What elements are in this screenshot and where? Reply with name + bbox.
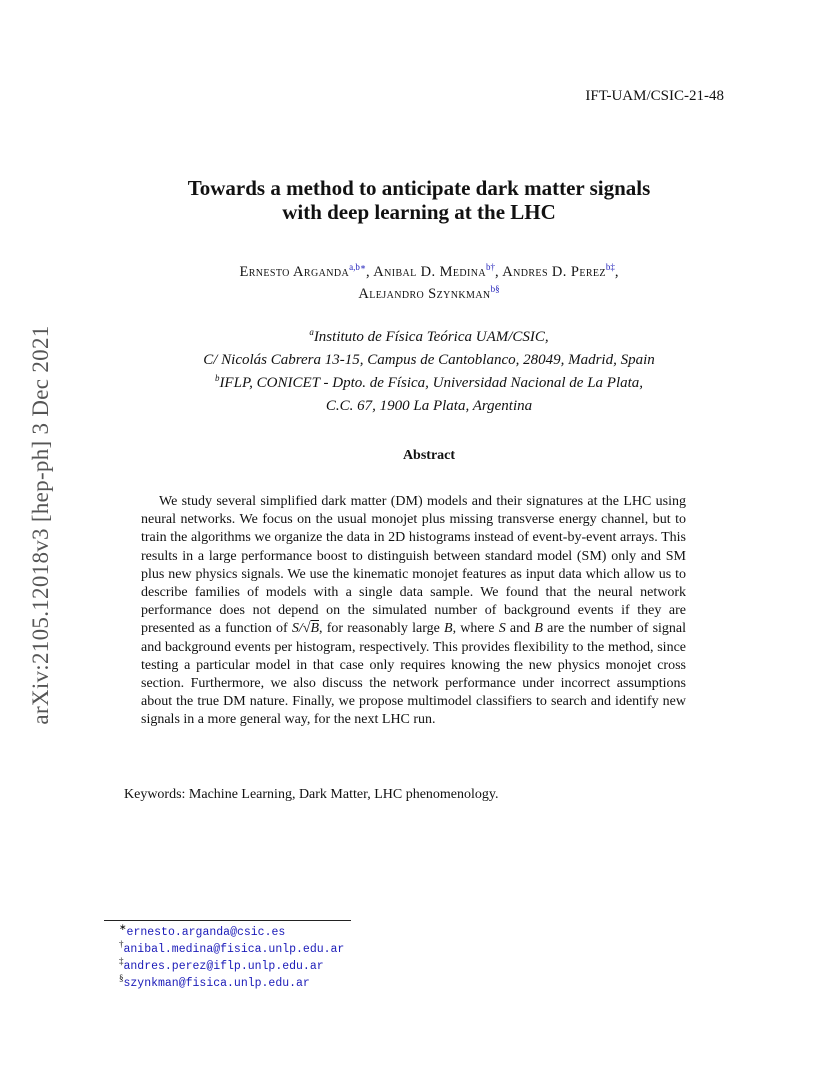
author-affiliation-mark[interactable]: b‡ bbox=[605, 262, 615, 273]
report-number: IFT-UAM/CSIC-21-48 bbox=[585, 88, 724, 104]
affiliation-a-address: C/ Nicolás Cabrera 13-15, Campus de Cantoblanco, 28049, Madrid, Spain bbox=[203, 352, 655, 368]
author-affiliation-mark[interactable]: b§ bbox=[490, 284, 500, 295]
author-name: Ernesto Arganda bbox=[239, 264, 350, 280]
title-line-1: Towards a method to anticipate dark matter signals bbox=[187, 176, 651, 200]
author-name: Alejandro Szynkman bbox=[358, 286, 491, 302]
affiliations bbox=[100, 326, 758, 418]
author-name: Andres D. Perez bbox=[502, 264, 606, 280]
footnotes bbox=[119, 924, 344, 992]
author-name: Anibal D. Medina bbox=[373, 264, 486, 280]
affiliation-b: $^b$IFLP, CONICET - Dpto. de Física, Universidad Nacional de La Plata, bbox=[214, 373, 644, 391]
footnote-email[interactable]: †anibal.medina@fisica.unlp.edu.ar bbox=[119, 939, 345, 956]
author-affiliation-mark[interactable]: b† bbox=[486, 262, 495, 273]
keywords: Keywords: Machine Learning, Dark Matter, LHC phenomenology. bbox=[124, 787, 499, 802]
abstract-text: We study several simplified dark matter (DM) models and their signatures at the LHC using neural networks. We focus on the usual monojet plus missing transverse energy channel, but to train the algorithms we organize the data in 2D histograms instead of event-by-event arrays. This results in a large performance boost to distinguish between standard model (SM) only and SM plus new physics signals. We use the kinematic monojet features as input data which allow us to describe families of models with a single data sample. We found that the neural network performance does not depend on the simulated number of background events if they are presented as a function of S/√B, for reasonably large B, where S and B are the number of signal and background events per histogram, respectively. This provides flexibility to the method, since testing a particular model in that case only requires knowing the new physics monojet cross section. Furthermore, we also discuss the network performance under incorrect assumptions about the true DM nature. Finally, we propose multimodel classifiers to search and identify new signals in a more general way, for the next LHC run. bbox=[141, 494, 687, 728]
arxiv-identifier-stamp: arXiv:2105.12018v3 [hep-ph] 3 Dec 2021 bbox=[28, 325, 53, 725]
affiliation-a: $^a$Instituto de Física Teórica UAM/CSIC, bbox=[309, 327, 549, 345]
footnote-rule bbox=[104, 920, 351, 921]
footnote-email[interactable]: ∗ernesto.arganda@csic.es bbox=[119, 922, 286, 939]
abstract-heading: Abstract bbox=[402, 448, 456, 463]
footnote-email[interactable]: §szynkman@fisica.unlp.edu.ar bbox=[119, 973, 310, 990]
footnote-email[interactable]: ‡andres.perez@iflp.unlp.edu.ar bbox=[119, 956, 324, 973]
paper-title bbox=[90, 176, 748, 224]
author-affiliation-mark[interactable]: a,b∗ bbox=[349, 262, 366, 273]
affiliation-b-address: C.C. 67, 1900 La Plata, Argentina bbox=[325, 398, 533, 414]
author-list: Ernesto Arganda$^{a,b∗}$, Anibal D. Medina$^{b\dagger}$, Andres D. Perez$^{b\ddagger}$, Alejandro Szynkman$^{b\S}$ bbox=[239, 262, 619, 302]
title-line-2: with deep learning at the LHC bbox=[282, 200, 556, 224]
